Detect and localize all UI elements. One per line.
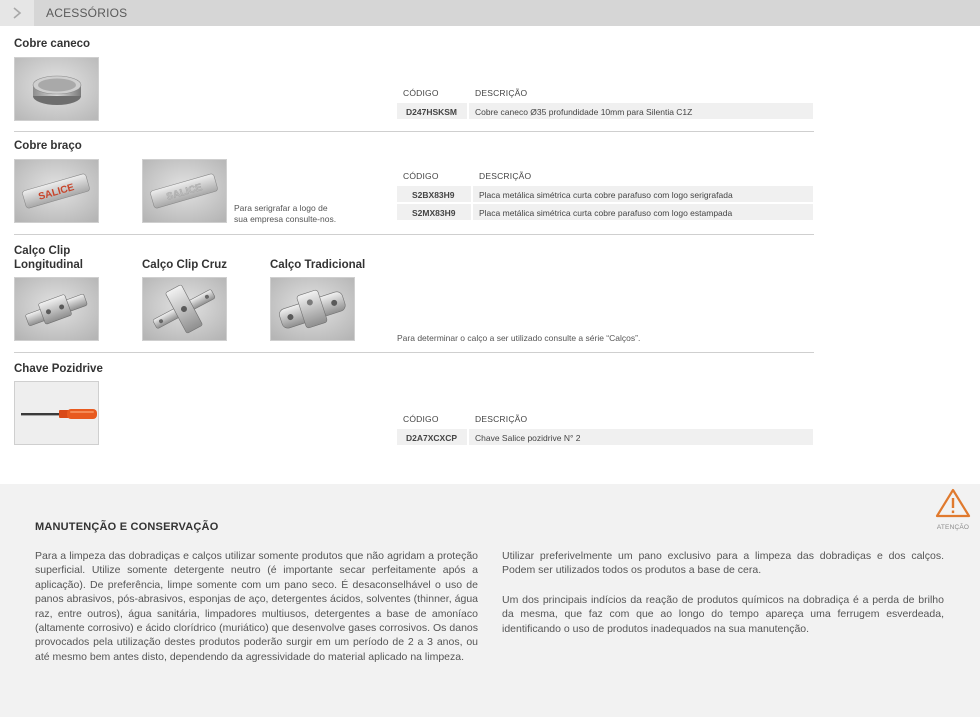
col-header-descricao: DESCRIÇÃO	[475, 414, 528, 424]
maintenance-title: MANUTENÇÃO E CONSERVAÇÃO	[35, 521, 219, 533]
cap-image	[15, 58, 98, 120]
calco-cruz-photo	[142, 277, 227, 341]
table-row	[397, 429, 813, 445]
table-row	[397, 204, 813, 220]
arm-cover-image	[15, 160, 98, 222]
section-title: ACESSÓRIOS	[46, 6, 128, 20]
product-code: S2BX83H9	[412, 190, 455, 200]
product-description: Cobre caneco Ø35 profundidade 10mm para Silentia C1Z	[475, 107, 693, 117]
calco-tradicional-photo	[270, 277, 355, 341]
screwdriver-image	[15, 382, 98, 444]
stamped-logo-text: SALICE	[165, 182, 204, 203]
section-header	[0, 0, 980, 26]
product-description: Chave Salice pozidrive N° 2	[475, 433, 581, 443]
arm-cover-stamped-image	[143, 160, 226, 222]
product-code: S2MX83H9	[412, 208, 456, 218]
mounting-plate-image	[15, 278, 98, 340]
traditional-plate-image	[271, 278, 354, 340]
maintenance-right-paragraph-1: Utilizar preferivelmente um pano exclusivo para a limpeza das dobradiças e dos calços. Podem ser utilizados todos os produtos a base de cera.	[502, 550, 944, 577]
cobre-caneco-photo	[14, 57, 99, 121]
col-header-descricao: DESCRIÇÃO	[479, 171, 532, 181]
product-code: D247HSKSM	[406, 107, 458, 117]
calco-longitudinal-title	[14, 244, 83, 272]
cobre-braco-estampada-photo	[142, 159, 227, 223]
title-line: Longitudinal	[14, 259, 83, 271]
note-line: Para serigrafar a logo de	[234, 203, 328, 213]
product-description: Placa metálica simétrica curta cobre parafuso com logo estampada	[479, 208, 733, 218]
cross-plate-image	[143, 278, 226, 340]
chave-pozidrive-title: Chave Pozidrive	[14, 363, 103, 375]
divider	[14, 234, 814, 235]
calco-tradicional-title: Calço Tradicional	[270, 259, 366, 271]
warning-badge	[934, 488, 972, 531]
calco-longitudinal-photo	[14, 277, 99, 341]
cobre-braco-serigrafada-photo	[14, 159, 99, 223]
col-header-codigo: CÓDIGO	[403, 414, 439, 424]
chave-pozidrive-photo	[14, 381, 99, 445]
chevron-right-icon	[12, 7, 22, 19]
calco-cruz-title: Calço Clip Cruz	[142, 259, 227, 271]
cobre-braco-title: Cobre braço	[14, 140, 82, 152]
maintenance-left-paragraph: Para a limpeza das dobradiças e calços utilizar somente produtos que não agridam a proteção superficial. Utilize somente detergente neutro (é importante secar perfeitamente após a aplicação). De preferência, limpe somente com um pano seco. É desaconselhável o uso de panos abrasivos, pós-abrasivos, esponjas de aço, detergentes ácidos, solventes (thinner, água raz, entre outros), água sanitária, limpadores multiusos, detergentes a base de amoníaco (altamente corrosivo) e ácido clorídrico (muriático) que desenvolve gases corrosivos. Os danos provocados pela utilização destes produtos poderão surgir em um período de 2 a 3 anos, ou até mesmo bem antes disto, dependendo da agressividade do material aplicado na limpeza.	[35, 550, 478, 663]
divider	[14, 131, 814, 132]
product-description: Placa metálica simétrica curta cobre parafuso com logo serigrafada	[479, 190, 733, 200]
table-row	[397, 186, 813, 202]
note-line: sua empresa consulte-nos.	[234, 214, 337, 224]
serigrafia-note	[234, 203, 336, 225]
warning-triangle-icon	[935, 488, 971, 518]
maintenance-right-paragraph-2: Um dos principais indícios da reação de produtos químicos na dobradiça é a perda de brilho da mesma, que faz com que ao longo do tempo apareça uma ferrugem esverdeada, identificando o uso de produtos inadequados na sua manutenção.	[502, 594, 944, 635]
logo-text: SALICE	[37, 182, 76, 203]
product-code: D2A7XCXCP	[406, 433, 458, 443]
cobre-caneco-title: Cobre caneco	[14, 38, 91, 50]
warning-label: ATENÇÃO	[936, 524, 970, 531]
table-row	[397, 103, 813, 119]
divider	[14, 352, 814, 353]
expand-toggle[interactable]	[0, 0, 34, 26]
col-header-descricao: DESCRIÇÃO	[475, 88, 528, 98]
col-header-codigo: CÓDIGO	[403, 171, 439, 181]
title-line: Calço Clip	[14, 245, 71, 257]
col-header-codigo: CÓDIGO	[403, 88, 439, 98]
calcos-note: Para determinar o calço a ser utilizado consulte a série “Calços”.	[397, 333, 641, 343]
maintenance-panel	[0, 484, 980, 717]
